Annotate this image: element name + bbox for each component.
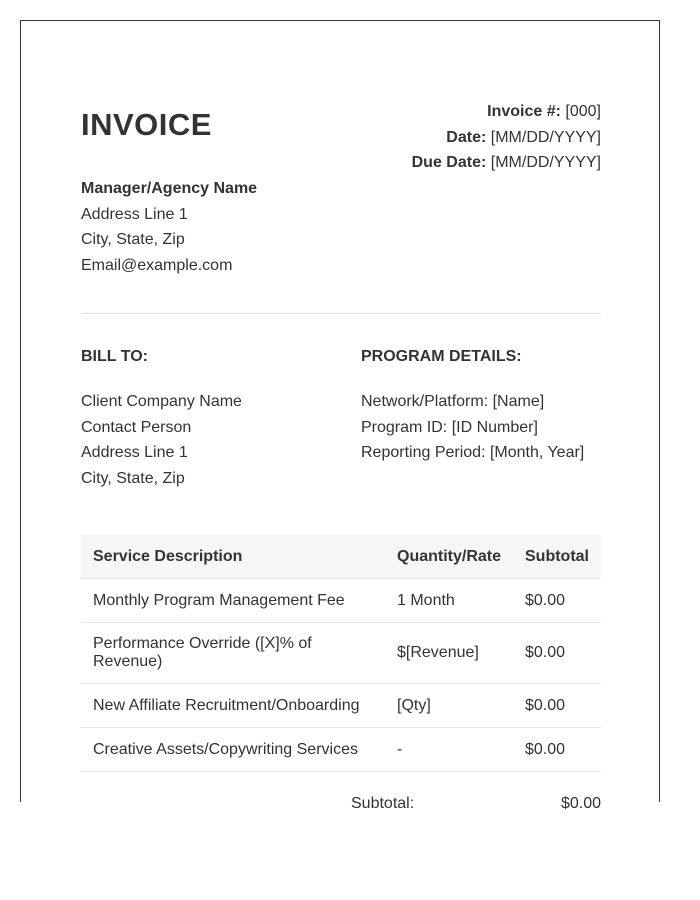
invoice-due-date-line [412,150,601,176]
program-id: Program ID: [ID Number] [361,418,538,436]
section-divider [81,313,601,314]
due-date-label: Due Date: [411,154,487,171]
subtotal-cell: $0.00 [525,644,566,661]
agency-email: Email@example.com [81,257,233,275]
client-company-name: Client Company Name [81,393,242,410]
invoice-meta [412,99,601,176]
program-details-block [361,347,584,466]
client-contact-person: Contact Person [81,418,192,436]
program-details-lines [361,389,584,466]
service-description-cell: Creative Assets/Copywriting Services [93,740,358,758]
quantity-rate-cell: - [397,740,403,758]
invoice-number-value: [000] [565,103,601,120]
quantity-rate-cell: $[Revenue] [397,644,479,661]
bill-to-lines [81,389,242,492]
subtotal-cell: $0.00 [525,740,566,758]
subtotal-cell: $0.00 [525,591,566,609]
invoice-number-line [412,99,601,125]
bill-to-heading: BILL TO: [81,348,148,365]
agency-city-state-zip: City, State, Zip [81,231,185,249]
quantity-rate-cell: [Qty] [397,696,431,714]
table-row [81,623,601,684]
invoice-number-label: Invoice #: [487,103,561,120]
invoice-date-line [412,125,601,151]
column-header-quantity-rate: Quantity/Rate [397,547,502,565]
bill-to-block [81,347,242,492]
client-address: Address Line 1 [81,444,188,462]
table-row [81,728,601,772]
subtotal-label: Subtotal: [351,795,415,812]
services-table [81,535,601,772]
table-row [81,579,601,623]
client-city-state-zip: City, State, Zip [81,470,185,488]
quantity-rate-cell: 1 Month [397,591,455,609]
column-header-service-description: Service Description [93,547,243,565]
invoice-page [20,20,660,812]
program-reporting-period: Reporting Period: [Month, Year] [361,444,585,462]
subtotal-value: $0.00 [560,795,601,812]
invoice-title: INVOICE [81,107,212,142]
service-description-cell: Performance Override ([X]% of Revenue) [93,635,312,670]
due-date-value: [MM/DD/YYYY] [490,154,601,171]
program-network: Network/Platform: [Name] [361,393,545,410]
agency-name: Manager/Agency Name [81,180,258,197]
agency-block [81,176,257,279]
agency-address: Address Line 1 [81,205,188,223]
subtotal-cell: $0.00 [525,696,566,714]
program-details-heading: PROGRAM DETAILS: [361,348,522,365]
invoice-date-label: Date: [446,128,487,146]
column-header-subtotal: Subtotal [525,547,589,565]
invoice-date-value: [MM/DD/YYYY] [490,128,601,146]
table-row [81,684,601,728]
service-description-cell: New Affiliate Recruitment/Onboarding [93,696,360,714]
service-description-cell: Monthly Program Management Fee [93,591,345,609]
table-header [81,535,601,579]
